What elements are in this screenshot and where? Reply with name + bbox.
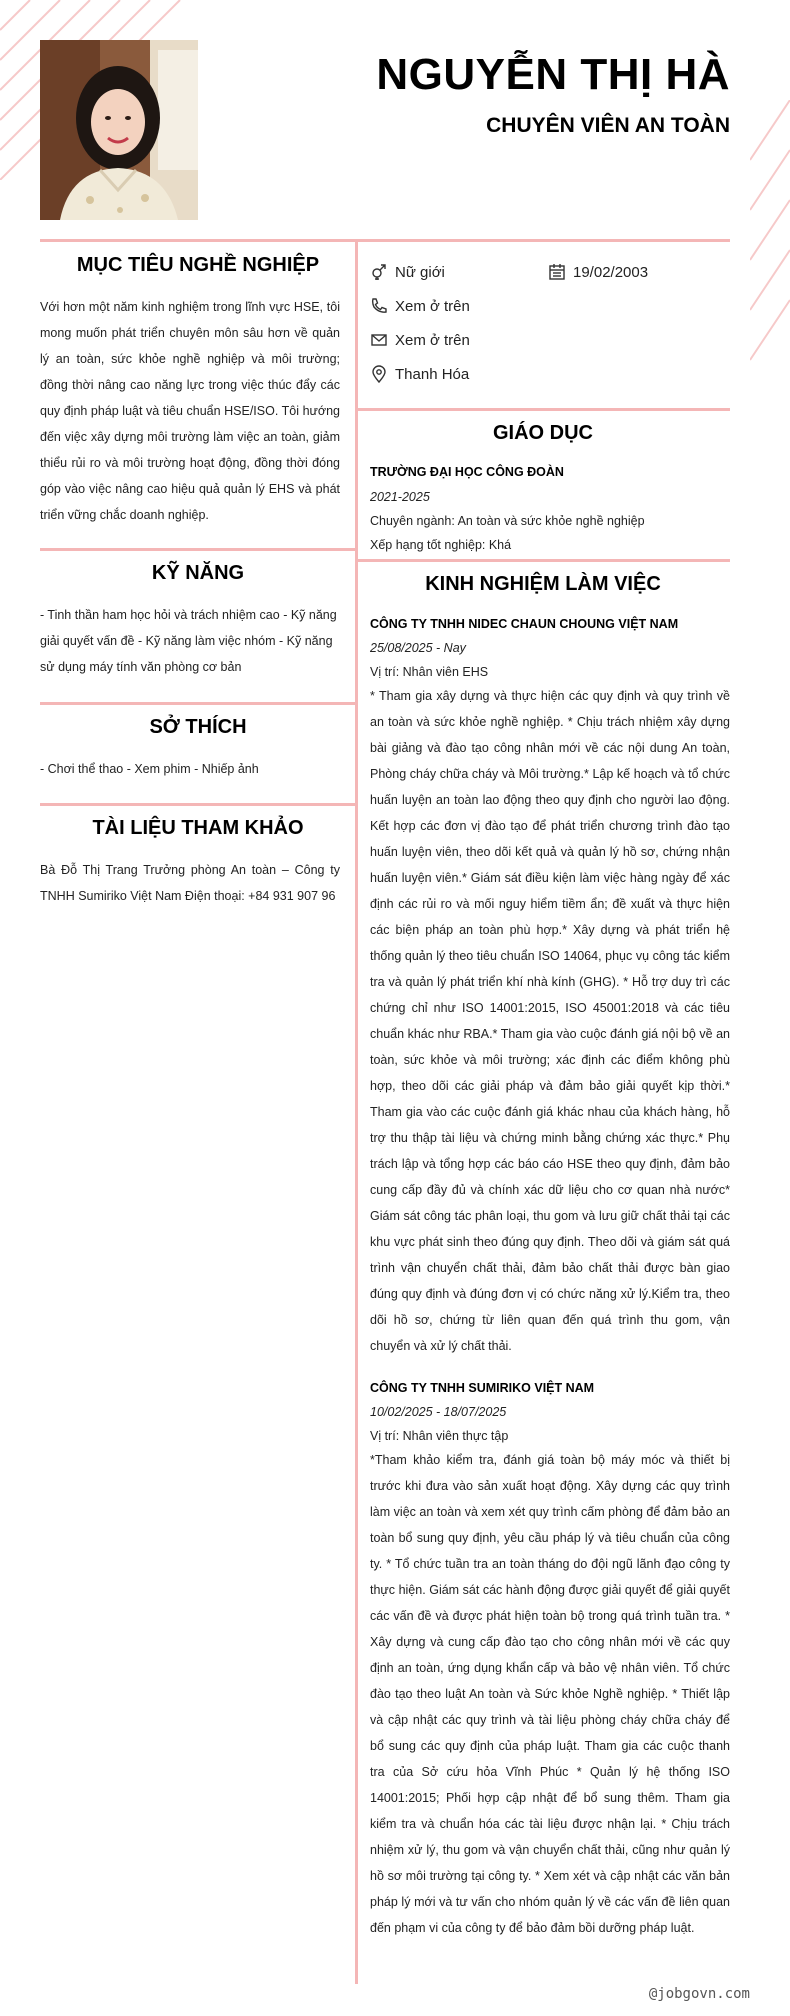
contact-location — [370, 365, 469, 383]
references-heading: TÀI LIỆU THAM KHẢO — [92, 817, 304, 839]
education-school: TRƯỜNG ĐẠI HỌC CÔNG ĐOÀN — [370, 465, 564, 479]
profile-photo — [40, 40, 198, 220]
location-icon — [370, 365, 388, 383]
mail-icon — [370, 331, 388, 349]
divider-left-3 — [40, 803, 356, 806]
skills-heading: KỸ NĂNG — [151, 562, 245, 584]
candidate-name: NGUYỄN THỊ HÀ — [376, 50, 730, 99]
job-2-position: Vị trí: Nhân viên thực tập — [370, 1429, 509, 1443]
objective-text: Với hơn một năm kinh nghiệm trong lĩnh vực HSE, tôi mong muốn phát triển chuyên môn sâu hơn về quản lý an toàn, sức khỏe nghề nghiệp và môi trường; đồng thời nâng cao năng lực trong việc thúc đẩy các quy định pháp luật và tiêu chuẩn HSE/ISO. Tôi hướng đến việc xây dựng môi trường làm việc an toàn, giảm thiểu rủi ro và môi trường hoạt động, đồng thời đóng góp vào việc nâng cao hiệu quả quản lý EHS và phát triển vững chắc doanh nghiệp. — [40, 300, 340, 522]
education-heading: GIÁO DỤC — [493, 422, 593, 444]
divider-column — [355, 239, 358, 1984]
contact-email — [370, 331, 470, 349]
references-text: Bà Đỗ Thị Trang Trưởng phòng An toàn – Công ty TNHH Sumiriko Việt Nam Điện thoại: +84 931 907 96 — [40, 863, 340, 903]
job-1-period: 25/08/2025 - Nay — [370, 641, 466, 655]
footer-watermark: @jobgovn.com — [648, 1986, 750, 2002]
hobbies-text: - Chơi thể thao - Xem phim - Nhiếp ảnh — [40, 762, 259, 776]
job-1-company: CÔNG TY TNHH NIDEC CHAUN CHOUNG VIỆT NAM — [370, 617, 679, 631]
divider-top — [40, 239, 730, 242]
divider-left-1 — [40, 548, 356, 551]
objective-heading: MỤC TIÊU NGHỀ NGHIỆP — [76, 254, 320, 276]
contact-phone — [370, 297, 470, 315]
experience-heading: KINH NGHIỆM LÀM VIỆC — [425, 573, 661, 595]
job-title: CHUYÊN VIÊN AN TOÀN — [486, 114, 730, 137]
job-1-position: Vị trí: Nhân viên EHS — [370, 665, 489, 679]
email-text: Xem ở trên — [395, 331, 470, 349]
gender-text: Nữ giới — [395, 263, 445, 281]
job-2-description: *Tham khảo kiểm tra, đánh giá toàn bộ máy móc và thiết bị trước khi đưa vào sản xuất hoạt động. Xây dựng các quy trình làm việc an toàn và xem xét quy trình cấm phòng để đảm bảo an toàn bổ sung quy định, yêu cầu pháp lý và tiêu chuẩn của công ty. * Tổ chức tuần tra an toàn tháng do đội ngũ lãnh đạo công ty thực hiện. Giám sát các hành động được giải quyết để giải quyết các vấn đề và được phát hiện toàn bộ trong quá trình tuần tra. * Xây dựng và cung cấp đào tạo cho công nhân mới về các quy định an toàn, ứng dụng khẩn cấp và bảo vệ nhân viên. Tổ chức đào tạo theo luật An toàn và Sức khỏe Nghề nghiệp. * Thiết lập và cập nhật các quy trình và tài liệu phòng cháy chữa cháy để bổ sung các quy định của pháp luật. Tham gia các cuộc thanh tra của Sở cứu hỏa Vĩnh Phúc * Quản lý hệ thống ISO 14001:2015; Phối hợp cập nhật để bổ sung thêm. Tham gia kiểm tra và chuẩn hóa các tài liệu được nhận lại. * Chịu trách nhiệm xử lý, thu gom và vận chuyển chất thải, cũng như quản lý hồ sơ môi trường tại công ty. * Xem xét và cập nhật các văn bản pháp lý mới và tư vấn cho nhóm quản lý về các vấn đề liên quan đến phạm vi của công ty để bảo đảm bồi dưỡng pháp luật. — [370, 1453, 730, 1935]
education-period: 2021-2025 — [370, 490, 430, 504]
job-2-company: CÔNG TY TNHH SUMIRIKO VIỆT NAM — [370, 1381, 595, 1395]
job-1-description: * Tham gia xây dựng và thực hiện các quy định và quy trình về an toàn và sức khỏe nghề nghiệp. * Chịu trách nhiệm xây dựng bài giảng và đào tạo công nhân mới về các nội dung An toàn, Phòng cháy chữa cháy và Môi trường.* Lập kế hoạch và tổ chức huấn luyện an toàn lao động theo quy định cho người lao động. Kết hợp các đơn vị đào tạo để phát triển chương trình đào tạo huấn luyện viên, theo dõi kết quả và quản lý hồ sơ, chứng nhận huấn luyện viên.* Giám sát điều kiện làm việc hàng ngày để xác định các rủi ro và mối nguy hiểm tiềm ẩn; đề xuất và thực hiện các biện pháp an toàn phù hợp.* Xây dựng và phát triển hệ thống quản lý theo tiêu chuẩn ISO 14064, phục vụ công tác kiểm tra và quản lý phát triển khí nhà kính (GHG). * Hỗ trợ duy trì các chứng chỉ như ISO 14001:2015, ISO 45001:2018 và các tiêu chuẩn khác như RBA.* Tham gia vào cuộc đánh giá nội bộ về an toàn, sức khỏe và môi trường; xác định các điểm không phù hợp, theo dõi các giải pháp và đảm bảo giải quyết kịp thời.* Tham gia vào các cuộc đánh giá khác nhau của khách hàng, hỗ trợ thu thập tài liệu và chứng minh bằng chứng xác thực.* Phụ trách lập và tổng hợp các báo cáo HSE theo quy định, đảm bảo cung cấp đầy đủ và chính xác dữ liệu cho cơ quan nhà nước* Giám sát công tác phân loại, thu gom và lưu giữ chất thải tại các khu vực phát sinh theo đúng quy định. Theo dõi và giám sát quá trình vận chuyển chất thải, đảm bảo chất thải được bàn giao đúng quy định và đúng đơn vị có chức năng xử lý.Kiểm tra, theo dõi hồ sơ, chứng từ liên quan đến quá trình thu gom, vận chuyển và xử lý chất thải. — [370, 689, 730, 1353]
gender-icon — [370, 263, 388, 281]
contact-gender — [370, 263, 445, 281]
phone-icon — [370, 297, 388, 315]
divider-right-2 — [356, 559, 730, 562]
divider-left-2 — [40, 702, 356, 705]
birthday-text: 19/02/2003 — [573, 263, 649, 281]
divider-right-1 — [356, 408, 730, 411]
phone-text: Xem ở trên — [395, 297, 470, 315]
calendar-icon — [548, 263, 566, 281]
education-rank: Xếp hạng tốt nghiệp: Khá — [370, 538, 512, 552]
education-major: Chuyên ngành: An toàn và sức khỏe nghề nghiệp — [370, 514, 645, 528]
skills-text: - Tinh thần ham học hỏi và trách nhiệm cao - Kỹ năng giải quyết vấn đề - Kỹ năng làm việc nhóm - Kỹ năng sử dụng máy tính văn phòng cơ bản — [40, 608, 337, 674]
job-2-period: 10/02/2025 - 18/07/2025 — [370, 1405, 507, 1419]
decorative-stripes-right — [750, 100, 790, 370]
location-text: Thanh Hóa — [395, 365, 470, 383]
contact-birthday — [548, 263, 648, 281]
hobbies-heading: SỞ THÍCH — [149, 716, 247, 738]
